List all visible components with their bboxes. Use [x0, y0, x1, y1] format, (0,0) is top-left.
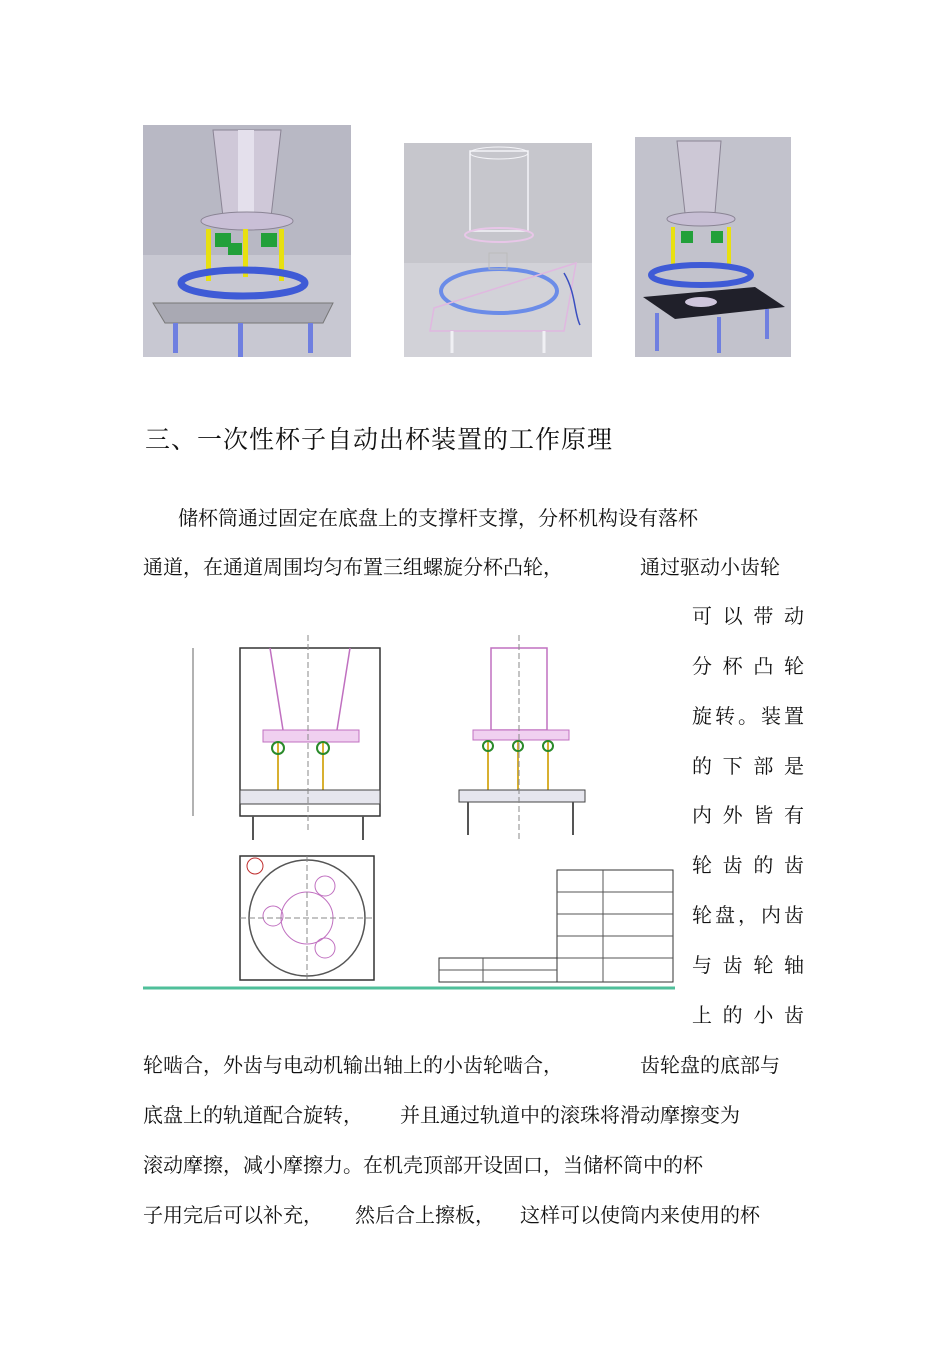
paragraph-line-3b: 齿轮盘的底部与 [640, 1053, 780, 1077]
figure-3d-assembly-wireframe [404, 143, 592, 357]
paragraph-line-4b: 并且通过轨道中的滚珠将滑动摩擦变为 [400, 1103, 740, 1127]
wrap-line-9: 上 的 小 齿 [692, 1003, 804, 1027]
paragraph-line-1: 储杯筒通过固定在底盘上的支撑杆支撑，分杯机构设有落杯 [178, 506, 698, 530]
wrap-line-1: 可 以 带 动 [692, 604, 804, 628]
wrap-line-8: 与 齿 轮 轴 [692, 953, 804, 977]
paragraph-line-2a: 通道，在通道周围均匀布置三组螺旋分杯凸轮， [143, 555, 563, 579]
paragraph-line-3a: 轮啮合，外齿与电动机输出轴上的小齿轮啮合， [143, 1053, 563, 1077]
figure-3d-assembly-solid [143, 125, 351, 357]
wrap-line-3: 旋 转 。 装 置 [692, 704, 804, 728]
wrap-line-2: 分 杯 凸 轮 [692, 654, 804, 678]
paragraph-line-6a: 子用完后可以补充， [143, 1203, 323, 1227]
wrap-line-7: 轮 盘 ， 内 齿 [692, 903, 804, 927]
wrap-line-4: 的 下 部 是 [692, 754, 804, 778]
section-title: 三、一次性杯子自动出杯装置的工作原理 [145, 425, 614, 454]
paragraph-line-6c: 这样可以使筒内来使用的杯 [520, 1203, 760, 1227]
paragraph-line-2b: 通过驱动小齿轮 [640, 555, 780, 579]
paragraph-line-4a: 底盘上的轨道配合旋转， [143, 1103, 363, 1127]
wrap-line-6: 轮 齿 的 齿 [692, 853, 804, 877]
figure-engineering-drawing [143, 630, 675, 990]
paragraph-line-5: 滚动摩擦，减小摩擦力。在机壳顶部开设固口，当储杯筒中的杯 [143, 1153, 703, 1177]
wrap-line-5: 内 外 皆 有 [692, 803, 804, 827]
paragraph-line-6b: 然后合上擦板， [355, 1203, 495, 1227]
figure-3d-assembly-dark [635, 137, 791, 357]
